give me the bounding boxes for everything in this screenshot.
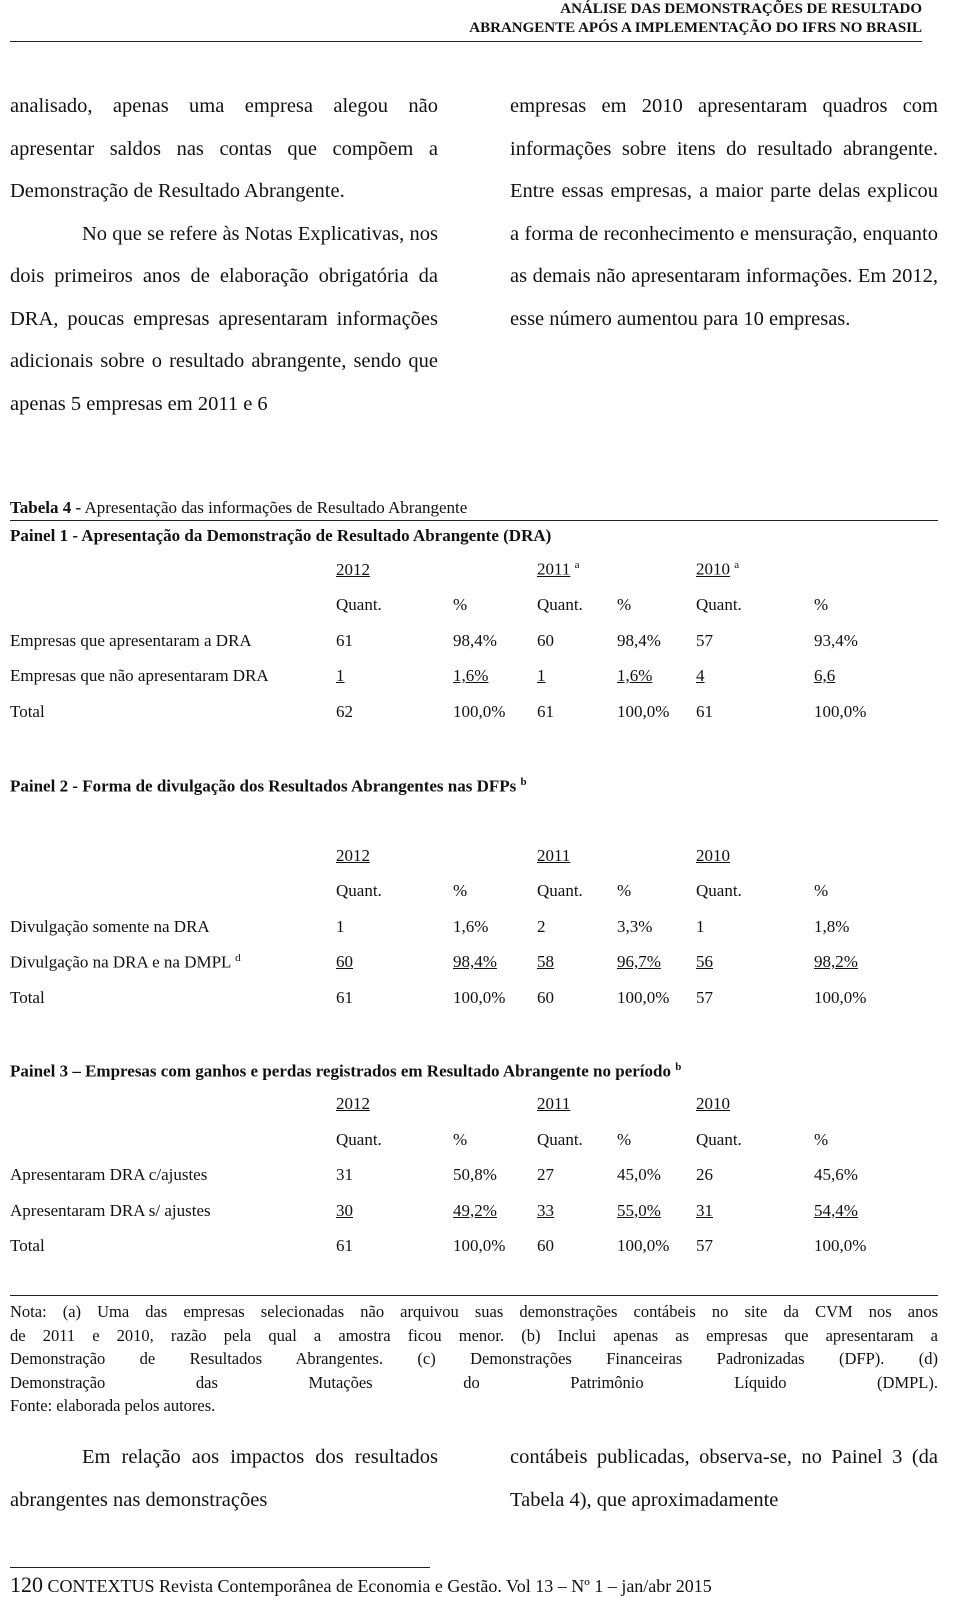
table-cell: 2 [537,916,546,936]
table-cell: 3,3% [617,916,653,936]
page-footer [10,1572,712,1598]
table-cell: Quant. [336,1129,382,1149]
left-column [10,85,438,425]
table-cell: % [617,595,632,615]
table-cell [10,1086,336,1122]
table-cell: % [453,881,468,901]
table-cell: Quant. [537,881,583,901]
table-row [10,1193,938,1229]
table-cell: % [617,881,632,901]
table-caption: Tabela 4 - Apresentação das informações de Resultado Abrangente [10,496,938,521]
table-cell: 61 [696,701,713,721]
table-cell [10,1122,336,1158]
table-cell: % [453,595,468,615]
table-cell: Empresas que não apresentaram DRA [10,666,269,686]
table-cell: % [617,1129,632,1149]
table-cell: 98,2% [814,952,858,972]
table-cell: 100,0% [453,1236,506,1256]
table-cell: 57 [696,630,713,650]
table-cell: 1,6% [453,916,489,936]
year-row [10,552,938,588]
table-cell: % [814,1129,829,1149]
table-cell: 2012 [336,1094,370,1114]
table-cell: Divulgação somente na DRA [10,916,210,936]
table-row [10,1228,938,1264]
table-cell: 1,6% [453,666,489,686]
table-cell: % [814,881,829,901]
table-cell: 100,0% [617,987,670,1007]
table-row [10,1157,938,1193]
running-header [469,0,922,38]
table-cell: 31 [696,1200,713,1220]
table-cell: 96,7% [617,952,661,972]
subheader-row [10,588,938,624]
table-cell: 98,4% [617,630,661,650]
table-row [10,694,938,730]
table-cell: 100,0% [453,701,506,721]
table-cell: 98,4% [453,952,497,972]
table-cell: Quant. [537,1129,583,1149]
footer-rule [10,1567,430,1568]
table-cell: Total [10,701,45,721]
table-cell: 26 [696,1165,713,1185]
table-cell: 45,0% [617,1165,661,1185]
table-cell: 61 [336,630,353,650]
table-cell: 1,8% [814,916,850,936]
right-paragraph-1: empresas em 2010 apresentaram quadros com informações sobre itens do resultado abrangente. Entre essas empresas, a maior parte delas explicou a forma de reconhecimento e mensuração, enquanto as demais não apresentaram informações. Em 2012, esse número aumentou para 10 empresas. [510,95,938,330]
panel-2-table [10,838,938,1016]
table-cell: 1,6% [617,666,653,686]
table-cell: Apresentaram DRA c/ajustes [10,1165,208,1185]
header-rule [10,41,922,42]
panel-3-title: Painel 3 – Empresas com ganhos e perdas registrados em Resultado Abrangente no período $^b$ [10,1060,682,1081]
table-row [10,945,938,981]
table-cell: Quant. [696,1129,742,1149]
table-cell: 2011 [537,1094,571,1114]
table-cell: 57 [696,1236,713,1256]
table-cell [10,552,336,588]
table-cell: 2010 [696,845,730,865]
note-line: Demonstração das Mutações do Patrimônio Líquido (DMPL). [10,1372,938,1392]
table-cell: % [453,1129,468,1149]
note-line: Demonstração de Resultados Abrangentes. (c) Demonstrações Financeiras Padronizadas (DFP). (d) [10,1349,938,1368]
table-cell: Total [10,1236,45,1256]
year-row [10,838,938,874]
note-line: de 2011 e 2010, razão pela qual a amostra ficou menor. (b) Inclui apenas as empresas que apresentaram a [10,1325,938,1345]
table-cell: 60 [336,952,353,972]
table-cell: 57 [696,987,713,1007]
table-row [10,623,938,659]
header-line-1: ANÁLISE DAS DEMONSTRAÇÕES DE RESULTADO [560,1,922,17]
note-line: Nota: (a) Uma das empresas selecionadas não arquivou suas demonstrações contábeis no site da CVM nos anos [10,1302,938,1321]
table-cell: 60 [537,1236,554,1256]
table-cell: 58 [537,952,554,972]
left-paragraph-1: analisado, apenas uma empresa alegou não apresentar saldos nas contas que compõem a Demonstração de Resultado Abrangente. [10,95,438,202]
table-cell: 93,4% [814,630,858,650]
page-number: 120 [10,1572,43,1597]
right-column [510,85,938,340]
table-cell: Apresentaram DRA s/ ajustes [10,1200,211,1220]
table-cell: 54,4% [814,1200,858,1220]
table-row [10,659,938,695]
table-cell: 27 [537,1165,554,1185]
table-cell: Quant. [696,595,742,615]
table-cell: Quant. [696,881,742,901]
table-cell: 4 [696,666,705,686]
table-cell: 1 [336,666,345,686]
journal-citation: CONTEXTUS Revista Contemporânea de Economia e Gestão. Vol 13 – Nº 1 – jan/abr 2015 [43,1576,712,1596]
table-cell: % [814,595,829,615]
table-4 [10,496,938,1264]
table-cell: 62 [336,701,353,721]
table-cell: 61 [336,1236,353,1256]
table-cell: 50,8% [453,1165,497,1185]
table-cell: 61 [336,987,353,1007]
table-cell: Quant. [336,595,382,615]
table-cell: 100,0% [814,1236,867,1256]
table-cell [10,588,336,624]
table-cell: 31 [336,1165,353,1185]
panel-3-table [10,1086,938,1264]
bottom-left-text: Em relação aos impactos dos resultados abrangentes nas demonstrações [10,1446,438,1511]
panel-2-title: Painel 2 - Forma de divulgação dos Resultados Abrangentes nas DFPs $^b$ [10,775,527,796]
panel-1-title: Painel 1 - Apresentação da Demonstração de Resultado Abrangente (DRA) [10,526,552,545]
year-row [10,1086,938,1122]
panel-1-table [10,552,938,730]
table-cell: 98,4% [453,630,497,650]
table-cell: 100,0% [617,701,670,721]
table-cell: 60 [537,630,554,650]
subheader-row [10,1122,938,1158]
table-cell: 49,2% [453,1200,497,1220]
table-cell: 100,0% [617,1236,670,1256]
table-cell: 33 [537,1200,554,1220]
table-cell: 2011 $^a$ [537,559,580,580]
table-cell: 6,6 [814,666,836,686]
table-row [10,909,938,945]
table-cell: 2011 [537,845,571,865]
table-cell [10,874,336,910]
table-cell: Empresas que apresentaram a DRA [10,630,252,650]
subheader-row [10,874,938,910]
table-cell: 100,0% [814,987,867,1007]
table-cell: 60 [537,987,554,1007]
table-cell: 55,0% [617,1200,661,1220]
table-cell: Quant. [336,881,382,901]
table-cell: 2010 [696,1094,730,1114]
table-cell: Divulgação na DRA e na DMPL $^d$ [10,952,241,972]
table-row [10,980,938,1016]
table-cell: 2010 $^a$ [696,559,740,580]
table-cell: 2012 [336,845,370,865]
table-cell: 45,6% [814,1165,858,1185]
source-line: Fonte: elaborada pelos autores. [10,1396,216,1415]
table-cell: 56 [696,952,713,972]
table-note [10,1295,938,1418]
table-cell: 61 [537,701,554,721]
bottom-right-text: contábeis publicadas, observa-se, no Painel 3 (da Tabela 4), que aproximadamente [510,1446,938,1511]
table-cell: 1 [336,916,345,936]
table-cell [10,838,336,874]
table-cell: 30 [336,1200,353,1220]
table-cell: 100,0% [814,701,867,721]
table-cell: 2012 [336,559,370,579]
left-paragraph-2: No que se refere às Notas Explicativas, nos dois primeiros anos de elaboração obrigatória da DRA, poucas empresas apresentaram informações adicionais sobre o resultado abrangente, sendo que apenas 5 empresas em 2011 e 6 [10,222,438,415]
table-cell: 100,0% [453,987,506,1007]
table-cell: 1 [696,916,705,936]
table-cell: 1 [537,666,546,686]
header-line-2: ABRANGENTE APÓS A IMPLEMENTAÇÃO DO IFRS NO BRASIL [469,20,922,36]
table-cell: Quant. [537,595,583,615]
table-cell: Total [10,987,45,1007]
